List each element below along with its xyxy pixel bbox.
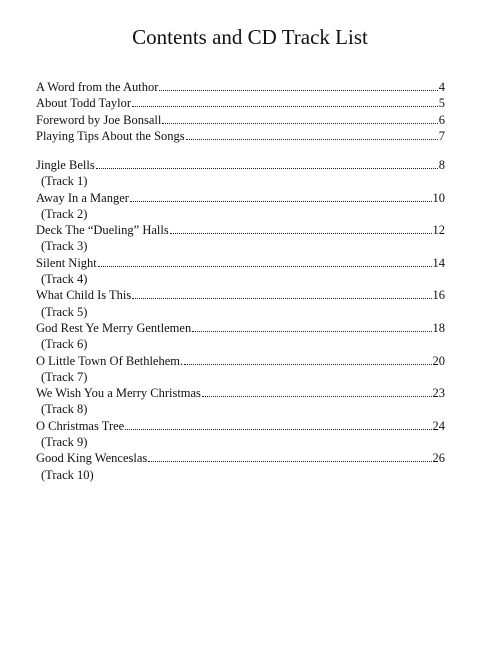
dot-leader: [148, 450, 431, 462]
song-entry: [36, 157, 445, 173]
song-entry: [36, 353, 445, 369]
toc-entry-label: Playing Tips About the Songs: [36, 128, 185, 143]
toc-page-number: 14: [432, 255, 445, 270]
toc-page-number: 16: [432, 288, 445, 303]
toc-page-number: 6: [438, 112, 445, 127]
song-entry: [36, 450, 445, 466]
song-title: Silent Night: [36, 255, 97, 270]
dot-leader: [184, 353, 431, 365]
track-number: (Track 7): [41, 369, 88, 384]
dot-leader: [192, 320, 431, 332]
song-entry: [36, 287, 445, 303]
intro-contents-list: [36, 79, 445, 144]
toc-page-number: 18: [432, 320, 445, 335]
toc-page-number: 5: [438, 96, 445, 111]
song-entry: [36, 418, 445, 434]
song-entry: [36, 222, 445, 238]
toc-entry-label: Foreword by Joe Bonsall: [36, 112, 162, 127]
toc-page-number: 24: [432, 418, 445, 433]
dot-leader: [96, 157, 438, 169]
toc-page-number: 4: [438, 80, 445, 94]
track-number: (Track 6): [41, 337, 88, 352]
toc-entry: [36, 128, 445, 144]
song-title: Good King Wenceslas: [36, 451, 148, 466]
song-title: O Christmas Tree: [36, 418, 125, 433]
track-number: (Track 5): [41, 304, 88, 319]
dot-leader: [98, 255, 432, 267]
toc-entry: [36, 95, 445, 111]
track-number: (Track 9): [41, 435, 88, 450]
track-number: (Track 8): [41, 402, 88, 417]
dot-leader: [125, 418, 431, 430]
song-title: God Rest Ye Merry Gentlemen: [36, 320, 192, 335]
toc-entry-label: A Word from the Author: [36, 80, 159, 94]
song-title: O Little Town Of Bethlehem.: [36, 353, 184, 368]
song-entry: [36, 320, 445, 336]
track-number: (Track 1): [41, 174, 88, 189]
dot-leader: [202, 385, 432, 397]
song-title: Away In a Manger: [36, 190, 129, 205]
toc-page-number: 20: [432, 353, 445, 368]
toc-page-number: 8: [438, 158, 445, 172]
toc-page-number: 12: [432, 223, 445, 238]
dot-leader: [132, 95, 438, 107]
dot-leader: [130, 190, 432, 202]
track-number: (Track 10): [41, 467, 94, 482]
toc-page-number: 10: [432, 190, 445, 205]
toc-page-number: 7: [438, 128, 445, 143]
song-track-list: [36, 157, 445, 483]
toc-entry: [36, 112, 445, 128]
dot-leader: [162, 112, 437, 124]
track-number: (Track 3): [41, 239, 88, 254]
toc-page-number: 23: [432, 386, 445, 401]
toc-entry: [36, 79, 445, 95]
track-number: (Track 2): [41, 206, 88, 221]
dot-leader: [170, 222, 432, 234]
toc-entry-label: About Todd Taylor: [36, 96, 132, 111]
song-entry: [36, 385, 445, 401]
dot-leader: [186, 128, 438, 140]
song-title: What Child Is This: [36, 288, 132, 303]
song-entry: [36, 190, 445, 206]
dot-leader: [159, 79, 437, 91]
page-title: Contents and CD Track List: [132, 25, 368, 49]
toc-page-number: 26: [432, 451, 445, 466]
song-title: We Wish You a Merry Christmas: [36, 386, 201, 401]
song-title: Jingle Bells: [36, 158, 95, 172]
track-number: (Track 4): [41, 272, 88, 287]
song-title: Deck The “Dueling” Halls: [36, 223, 169, 238]
song-entry: [36, 255, 445, 271]
dot-leader: [132, 287, 431, 299]
